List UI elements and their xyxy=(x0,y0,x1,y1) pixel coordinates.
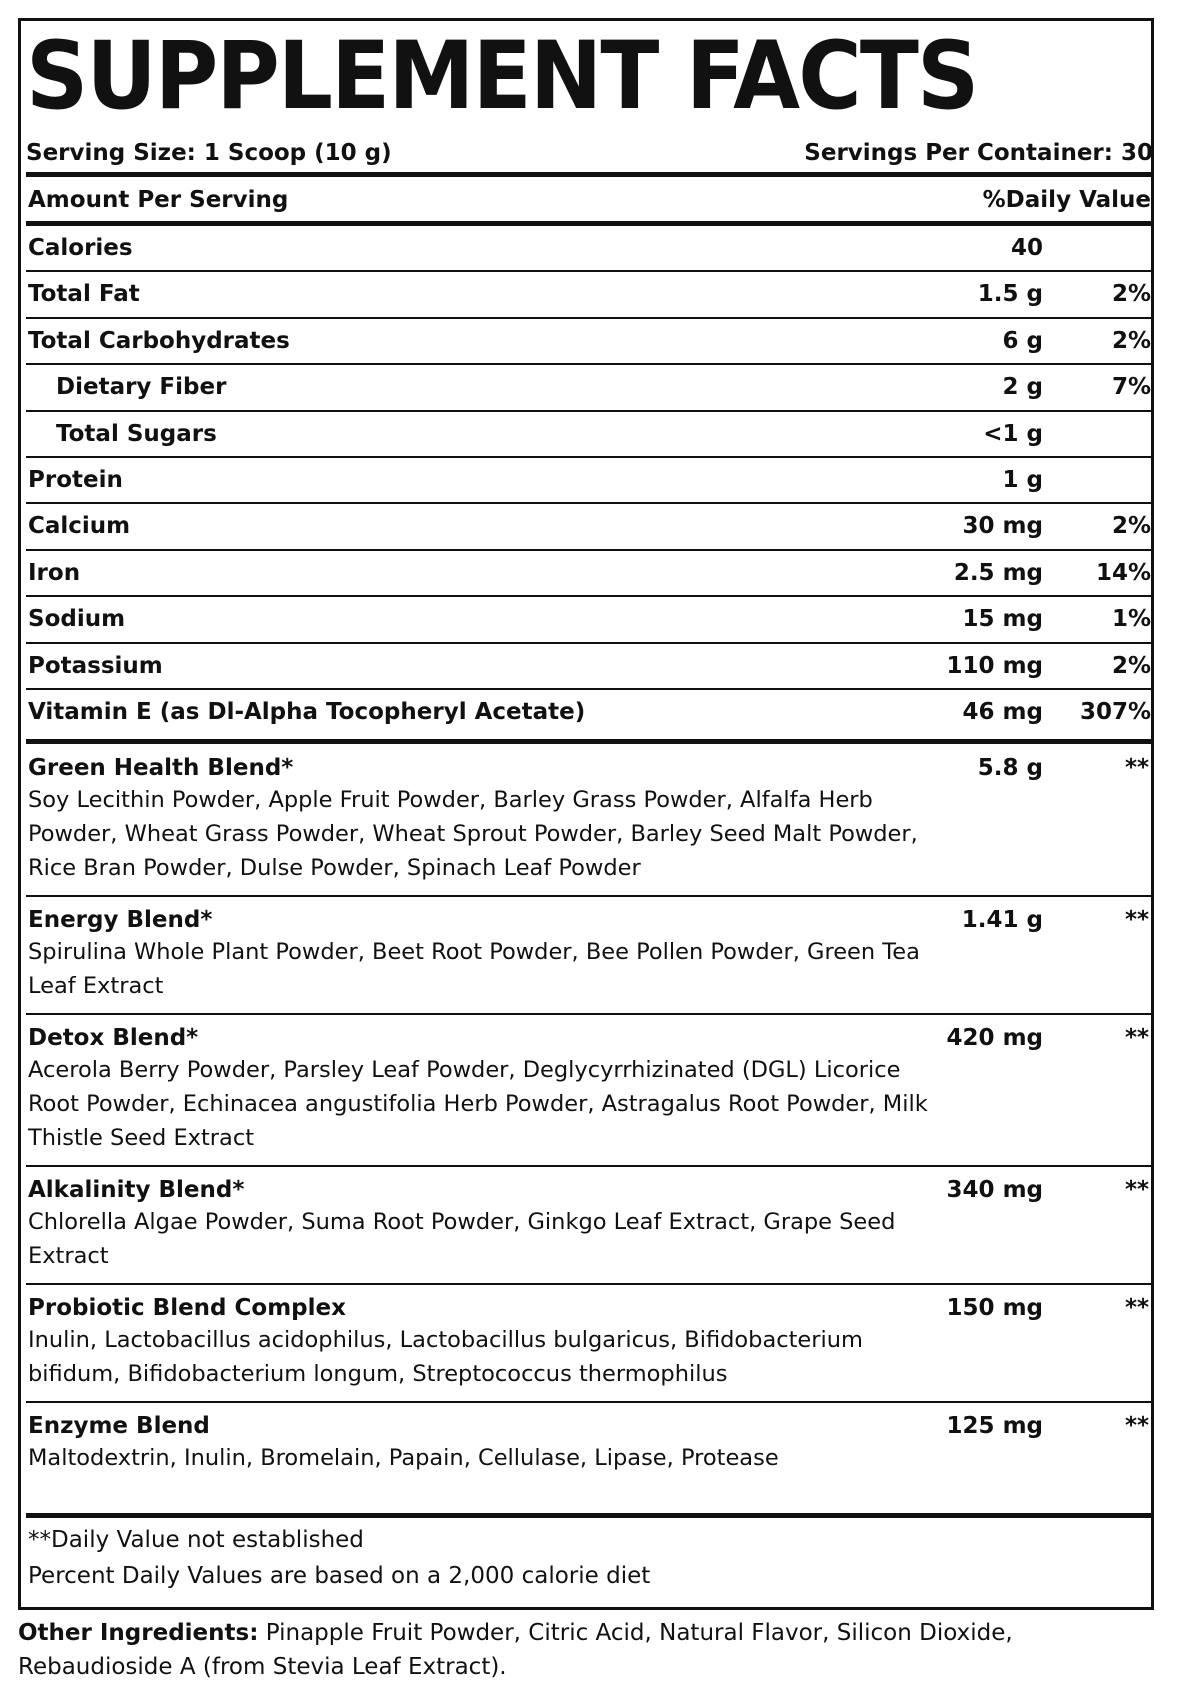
blend-name: Green Health Blend* xyxy=(28,755,294,781)
nutrient-table xyxy=(26,226,1153,736)
blend-row xyxy=(26,1285,1153,1403)
blend-dv: ** xyxy=(1124,1177,1149,1203)
nutrient-amount: 2.5 mg xyxy=(953,559,1043,586)
nutrient-dv: 307% xyxy=(1079,698,1151,725)
divider-thick xyxy=(26,1513,1153,1518)
servings-per-container: Servings Per Container: 30 xyxy=(804,140,1153,166)
nutrient-amount: 1 g xyxy=(1002,466,1043,493)
blend-dv: ** xyxy=(1124,1025,1149,1051)
nutrient-row xyxy=(26,551,1153,597)
blend-dv: ** xyxy=(1124,907,1149,933)
blend-ingredients: Spirulina Whole Plant Powder, Beet Root Powder, Bee Pollen Powder, Green Tea Leaf Extract xyxy=(28,939,920,999)
nutrient-dv: 2% xyxy=(1111,513,1151,540)
nutrient-row xyxy=(26,226,1153,272)
blend-name: Alkalinity Blend* xyxy=(28,1177,245,1203)
nutrient-row xyxy=(26,458,1153,504)
nutrient-dv: 2% xyxy=(1111,327,1151,354)
divider-thick xyxy=(26,739,1153,744)
nutrient-name: Total Sugars xyxy=(56,420,217,447)
blend-row xyxy=(26,1403,1153,1485)
blend-ingredients: Soy Lecithin Powder, Apple Fruit Powder, Barley Grass Powder, Alfalfa Herb Powder, Wheat Grass Powder, Wheat Sprout Powder, Barley Seed Malt Powder, Rice Bran Powder, Dulse Powder, Spinach Leaf Powder xyxy=(28,787,918,881)
amount-per-serving-label: Amount Per Serving xyxy=(28,187,289,213)
divider-thick xyxy=(26,172,1153,177)
blend-row xyxy=(26,1167,1153,1285)
nutrient-row xyxy=(26,597,1153,643)
nutrient-name: Calcium xyxy=(28,513,131,540)
nutrient-name: Total Carbohydrates xyxy=(28,327,290,354)
nutrient-dv: 2% xyxy=(1111,281,1151,308)
serving-info xyxy=(26,136,1153,170)
nutrient-row xyxy=(26,319,1153,365)
nutrient-dv: 7% xyxy=(1111,374,1151,401)
blend-name: Probiotic Blend Complex xyxy=(28,1295,346,1321)
calorie-basis-note: Percent Daily Values are based on a 2,000 calorie diet xyxy=(28,1563,651,1589)
blend-name: Detox Blend* xyxy=(28,1025,199,1051)
nutrient-dv: 14% xyxy=(1095,559,1151,586)
blend-name: Enzyme Blend xyxy=(28,1413,210,1439)
blend-header xyxy=(28,1021,1151,1053)
other-ingredients-text: Pinapple Fruit Powder, Citric Acid, Natural Flavor, Silicon Dioxide, Rebaudioside A (from Stevia Leaf Extract). xyxy=(18,1620,1013,1680)
nutrient-name: Iron xyxy=(28,559,81,586)
blend-ingredients: Maltodextrin, Inulin, Bromelain, Papain, Cellulase, Lipase, Protease xyxy=(28,1445,779,1471)
blend-dv: ** xyxy=(1124,1413,1149,1439)
blend-amount: 5.8 g xyxy=(977,755,1043,781)
nutrient-name: Protein xyxy=(28,466,123,493)
blend-header xyxy=(28,1173,1151,1205)
nutrient-name: Dietary Fiber xyxy=(56,374,227,401)
blend-ingredients: Acerola Berry Powder, Parsley Leaf Powder, Deglycyrrhizinated (DGL) Licorice Root Powder, Echinacea angustifolia Herb Powder, Astragalus Root Powder, Milk Thistle Seed Extract xyxy=(28,1057,928,1151)
nutrient-row xyxy=(26,272,1153,318)
nutrient-row xyxy=(26,365,1153,411)
label-title: SUPPLEMENT FACTS xyxy=(26,22,978,131)
nutrient-row xyxy=(26,412,1153,458)
nutrient-amount: 46 mg xyxy=(962,698,1043,725)
footnotes xyxy=(28,1522,1151,1594)
blend-row xyxy=(26,897,1153,1015)
blend-amount: 150 mg xyxy=(946,1295,1043,1321)
blend-name: Energy Blend* xyxy=(28,907,213,933)
nutrient-amount: 30 mg xyxy=(962,513,1043,540)
blend-amount: 340 mg xyxy=(946,1177,1043,1203)
nutrient-dv: 2% xyxy=(1111,652,1151,679)
nutrient-name: Calories xyxy=(28,235,133,261)
blend-row xyxy=(26,745,1153,897)
nutrient-amount: 15 mg xyxy=(962,606,1043,633)
nutrient-amount: 40 xyxy=(1010,235,1043,261)
daily-value-header: %Daily Value xyxy=(982,187,1151,213)
nutrient-amount: <1 g xyxy=(983,420,1043,447)
nutrient-name: Potassium xyxy=(28,652,163,679)
other-ingredients-label: Other Ingredients: xyxy=(18,1620,259,1646)
blend-header xyxy=(28,1409,1151,1441)
nutrient-name: Total Fat xyxy=(28,281,140,308)
other-ingredients xyxy=(18,1616,1159,1684)
serving-size: Serving Size: 1 Scoop (10 g) xyxy=(26,140,392,166)
blend-ingredients: Inulin, Lactobacillus acidophilus, Lactobacillus bulgaricus, Bifidobacterium bifidum, Bifidobacterium longum, Streptococcus thermophilus xyxy=(28,1327,863,1387)
nutrient-amount: 6 g xyxy=(1002,327,1043,354)
blend-row xyxy=(26,1015,1153,1167)
blend-dv: ** xyxy=(1124,1295,1149,1321)
blend-ingredients: Chlorella Algae Powder, Suma Root Powder, Ginkgo Leaf Extract, Grape Seed Extract xyxy=(28,1209,896,1269)
nutrient-dv: 1% xyxy=(1111,606,1151,633)
blend-amount: 125 mg xyxy=(946,1413,1043,1439)
nutrient-name: Vitamin E (as Dl-Alpha Tocopheryl Acetate) xyxy=(28,698,586,725)
nutrient-amount: 1.5 g xyxy=(977,281,1043,308)
blend-table xyxy=(26,745,1153,1485)
blend-header xyxy=(28,751,1151,783)
nutrient-amount: 2 g xyxy=(1002,374,1043,401)
dv-not-established-note: **Daily Value not established xyxy=(28,1527,364,1553)
nutrient-row xyxy=(26,690,1153,736)
amount-header-row xyxy=(28,182,1151,218)
nutrient-row xyxy=(26,644,1153,690)
blend-amount: 420 mg xyxy=(946,1025,1043,1051)
nutrient-name: Sodium xyxy=(28,606,126,633)
nutrient-amount: 110 mg xyxy=(946,652,1043,679)
blend-dv: ** xyxy=(1124,755,1149,781)
blend-amount: 1.41 g xyxy=(961,907,1043,933)
blend-header xyxy=(28,1291,1151,1323)
nutrient-row xyxy=(26,504,1153,550)
blend-header xyxy=(28,903,1151,935)
